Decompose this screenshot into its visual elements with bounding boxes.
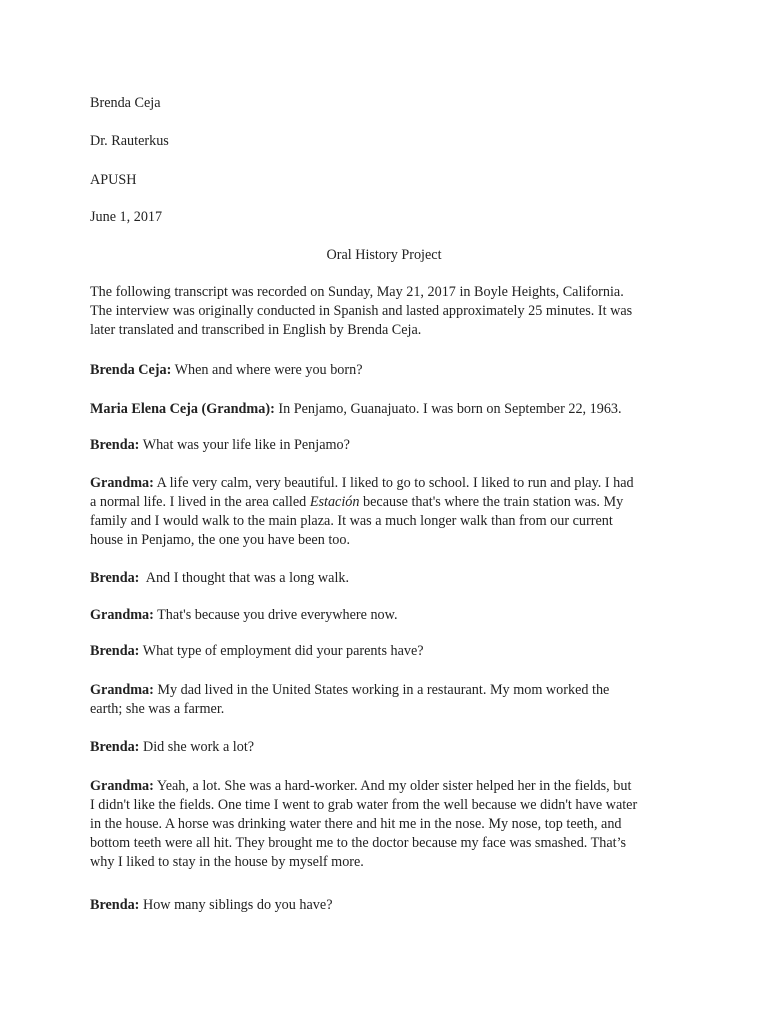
answer-text: because that's where the train station was. My [359,493,624,510]
transcript-question [90,738,254,756]
speaker-label: Brenda Ceja: [90,362,172,378]
transcript-question [90,569,349,587]
transcript-answer [90,681,680,719]
answer-text: a normal life. I lived in the area called [90,493,310,510]
transcript-question [90,642,424,660]
transcript-answer [90,777,680,872]
speaker-label: Brenda: [90,643,140,659]
answer-text: My dad lived in the United States working in a restaurant. My mom worked the [153,682,610,698]
transcript-question [90,361,363,379]
speaker-label: Grandma: [90,778,154,794]
answer-text: family and I would walk to the main plaza. It was a much longer walk than from our current [90,512,613,529]
author-name: Brenda Ceja [90,95,161,111]
question-text: What type of employment did your parents have? [139,643,424,659]
speaker-label: Brenda: [90,570,140,586]
answer-text: That's because you drive everywhere now. [153,607,398,623]
answer-text: house in Penjamo, the one you have been too. [90,531,351,548]
answer-text: in the house. A horse was drinking water there and hit me in the nose. My nose, top teeth, and [90,815,622,832]
place-name: Estación [309,493,360,510]
speaker-label: Maria Elena Ceja (Grandma): [90,401,275,417]
intro-paragraph [90,283,680,340]
intro-line: later translated and transcribed in English by Brenda Ceja. [90,321,422,338]
teacher-name: Dr. Rauterkus [90,133,169,149]
answer-text: Yeah, a lot. She was a hard-worker. And my older sister helped her in the fields, but [153,778,632,794]
transcript-answer [90,474,680,550]
course-name: APUSH [90,172,137,188]
intro-line: The interview was originally conducted in Spanish and lasted approximately 25 minutes. It was [90,302,633,319]
speaker-label: Grandma: [90,475,154,491]
speaker-label: Brenda: [90,897,140,913]
transcript-answer [90,606,398,624]
transcript-answer [90,400,622,418]
transcript-question [90,436,350,454]
answer-text: bottom teeth were all hit. They brought me to the doctor because my face was smashed. That’s [90,834,627,851]
question-text: And I thought that was a long walk. [139,570,350,586]
question-text: Did she work a lot? [139,739,255,755]
question-text: When and where were you born? [171,362,363,378]
document-date: June 1, 2017 [90,209,163,225]
speaker-label: Grandma: [90,607,154,623]
answer-text: I didn't like the fields. One time I went to grab water from the well because we didn't have water [90,796,638,813]
question-text: How many siblings do you have? [139,897,333,913]
speaker-label: Brenda: [90,437,140,453]
document-title: Oral History Project [326,247,442,263]
answer-text: why I liked to stay in the house by myself more. [90,853,364,870]
answer-text: earth; she was a farmer. [90,700,225,717]
intro-line: The following transcript was recorded on Sunday, May 21, 2017 in Boyle Heights, California. [90,284,624,300]
answer-text: A life very calm, very beautiful. I liked to go to school. I liked to run and play. I had [153,475,634,491]
speaker-label: Brenda: [90,739,140,755]
question-text: What was your life like in Penjamo? [139,437,350,453]
speaker-label: Grandma: [90,682,154,698]
transcript-question [90,896,333,914]
answer-text: In Penjamo, Guanajuato. I was born on September 22, 1963. [274,401,622,417]
